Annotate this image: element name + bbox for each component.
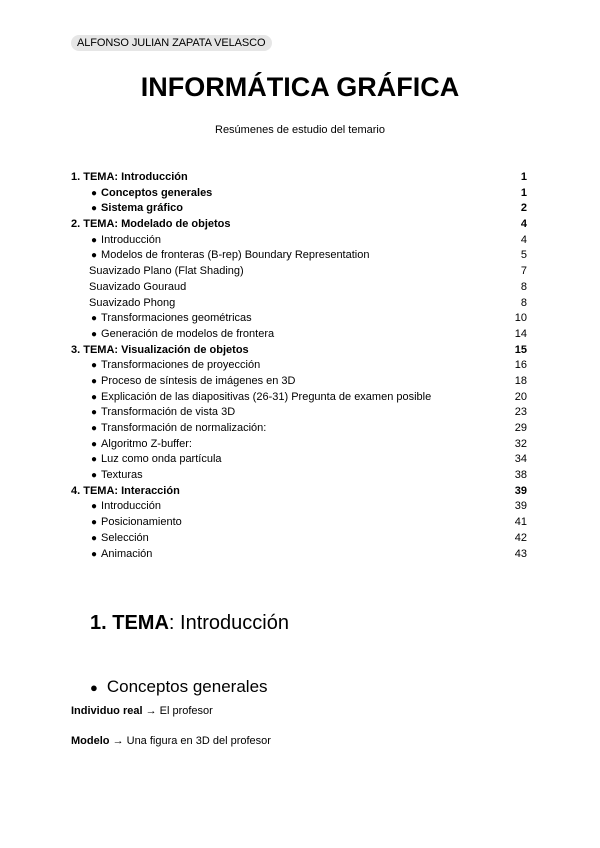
toc-entry-text: 4. TEMA: Interacción <box>71 484 180 497</box>
toc-entry[interactable] <box>71 343 527 359</box>
toc-entry-page: 4 <box>520 218 527 231</box>
toc-entry-text: Transformaciones geométricas <box>101 312 252 325</box>
toc-entry[interactable] <box>71 452 527 468</box>
toc-entry[interactable] <box>71 201 527 217</box>
bullet-icon: ● <box>90 680 98 695</box>
toc-entry-label <box>71 343 249 359</box>
toc-entry-label <box>91 421 266 437</box>
paragraph-modelo <box>71 734 271 748</box>
toc-entry-label <box>91 405 235 421</box>
toc-entry-text: Introducción <box>101 233 161 246</box>
toc-entry-page: 8 <box>520 296 527 309</box>
toc-entry[interactable] <box>71 468 527 484</box>
toc-entry-text: Modelos de fronteras (B-rep) Boundary Representation <box>101 249 370 262</box>
toc-entry-page: 7 <box>520 265 527 278</box>
toc-entry-label <box>91 437 192 453</box>
bullet-icon: ● <box>91 203 98 215</box>
toc-entry[interactable] <box>71 531 527 547</box>
toc-entry-text: Suavizado Plano (Flat Shading) <box>89 265 244 278</box>
toc-entry-text: 3. TEMA: Visualización de objetos <box>71 343 249 356</box>
toc-entry[interactable] <box>71 421 527 437</box>
bullet-icon: ● <box>91 454 98 466</box>
toc-entry-page: 42 <box>514 531 527 544</box>
toc-entry-label <box>91 452 222 468</box>
bullet-icon: ● <box>91 328 98 340</box>
toc-entry-text: Animación <box>101 547 153 560</box>
toc-entry-label <box>89 296 175 312</box>
toc-entry[interactable] <box>71 264 527 280</box>
toc-entry-page: 23 <box>514 406 527 419</box>
bullet-icon: ● <box>91 470 98 482</box>
toc-entry-text: Texturas <box>101 469 143 482</box>
toc-entry-text: Suavizado Phong <box>89 296 176 309</box>
toc-entry-text: Posicionamiento <box>101 516 182 529</box>
bullet-icon: ● <box>91 187 98 199</box>
toc-entry-text: 1. TEMA: Introducción <box>71 171 188 183</box>
toc-entry-page: 15 <box>514 343 527 356</box>
toc-entry[interactable] <box>71 390 527 406</box>
toc-entry-text: Selección <box>101 531 149 544</box>
toc-entry-text: Transformación de vista 3D <box>101 406 236 419</box>
toc-entry-page: 14 <box>514 327 527 340</box>
toc-entry-page: 2 <box>520 202 527 215</box>
toc-entry[interactable] <box>71 437 527 453</box>
toc-entry-label <box>89 280 186 296</box>
bullet-icon: ● <box>91 250 98 262</box>
toc-entry-label <box>91 201 183 217</box>
arrow-icon: → <box>112 735 124 747</box>
paragraph-text: Una figura en 3D del profesor <box>123 735 271 747</box>
toc-entry[interactable] <box>71 233 527 249</box>
toc-entry-text: Algoritmo Z-buffer: <box>101 437 192 450</box>
paragraph-term: Modelo <box>71 735 110 747</box>
bullet-icon: ● <box>91 234 98 246</box>
toc-entry[interactable] <box>71 186 527 202</box>
bullet-icon: ● <box>91 375 98 387</box>
toc-entry-page: 39 <box>514 484 527 497</box>
toc-entry[interactable] <box>71 484 527 500</box>
toc-entry-page: 16 <box>514 359 527 372</box>
bullet-icon: ● <box>91 360 98 372</box>
toc-entry-text: 2. TEMA: Modelado de objetos <box>71 218 231 231</box>
author-name: ALFONSO JULIAN ZAPATA VELASCO <box>77 37 266 49</box>
toc-entry[interactable] <box>71 170 527 186</box>
arrow-icon: → <box>145 705 157 717</box>
toc-entry-page: 43 <box>514 547 527 560</box>
toc-entry-text: Luz como onda partícula <box>101 453 222 466</box>
toc-entry-label <box>91 515 182 531</box>
author-badge <box>71 35 272 51</box>
toc-entry-label <box>91 390 431 406</box>
toc-entry-page: 5 <box>520 249 527 262</box>
table-of-contents <box>71 170 527 562</box>
toc-entry-label <box>71 170 188 186</box>
toc-entry-label <box>91 327 274 343</box>
toc-entry-label <box>89 264 244 280</box>
toc-entry[interactable] <box>71 374 527 390</box>
document-subtitle: Resúmenes de estudio del temario <box>215 124 385 136</box>
toc-entry-text: Introducción <box>101 500 161 513</box>
toc-entry-label <box>91 499 161 515</box>
document-title: INFORMÁTICA GRÁFICA <box>140 72 460 102</box>
section-number: 1. TEMA <box>90 612 169 634</box>
toc-entry-text: Transformación de normalización: <box>101 422 267 434</box>
paragraph-text: El profesor <box>156 705 213 717</box>
toc-entry-label <box>91 233 161 249</box>
bullet-icon: ● <box>91 532 98 544</box>
bullet-icon: ● <box>91 313 98 325</box>
toc-entry-label <box>71 217 231 233</box>
toc-entry-label <box>91 311 252 327</box>
bullet-icon: ● <box>91 391 98 403</box>
toc-entry-text: Transformaciones de proyección <box>101 359 261 372</box>
toc-entry-page: 18 <box>514 374 527 387</box>
toc-entry-text: Conceptos generales <box>101 186 213 199</box>
toc-entry-text: Generación de modelos de frontera <box>101 327 275 340</box>
toc-entry-page: 32 <box>514 437 527 450</box>
bullet-icon: ● <box>91 438 98 450</box>
toc-entry-page: 41 <box>514 516 527 529</box>
toc-entry[interactable] <box>71 217 527 233</box>
toc-entry-page: 1 <box>520 186 527 199</box>
bullet-icon: ● <box>91 501 98 513</box>
bullet-icon: ● <box>91 517 98 529</box>
toc-entry-page: 1 <box>520 171 527 183</box>
paragraph-term: Individuo real <box>71 705 143 717</box>
toc-entry-label <box>91 374 296 390</box>
toc-entry-label <box>71 484 180 500</box>
toc-entry[interactable] <box>71 499 527 515</box>
toc-entry-page: 10 <box>514 312 527 325</box>
toc-entry-page: 8 <box>520 280 527 293</box>
toc-entry-text: Explicación de las diapositivas (26-31) Pregunta de examen posible <box>101 390 432 403</box>
toc-entry-label <box>91 186 212 202</box>
toc-entry-page: 34 <box>514 453 527 466</box>
toc-entry[interactable] <box>71 515 527 531</box>
section-heading <box>90 610 289 636</box>
toc-entry-page: 20 <box>514 390 527 403</box>
bullet-icon: ● <box>91 423 98 434</box>
toc-entry-label <box>91 531 149 547</box>
toc-entry[interactable] <box>71 358 527 374</box>
toc-entry-page: 38 <box>514 469 527 482</box>
toc-entry-text: Sistema gráfico <box>101 202 183 215</box>
toc-entry[interactable] <box>71 547 527 563</box>
paragraph-individuo <box>71 704 213 718</box>
toc-entry-text: Suavizado Gouraud <box>89 280 187 293</box>
subsection-heading <box>90 676 268 699</box>
toc-entry[interactable] <box>71 311 527 327</box>
section-title: : Introducción <box>168 612 289 634</box>
toc-entry[interactable] <box>71 248 527 264</box>
toc-entry[interactable] <box>71 405 527 421</box>
toc-entry-page: 29 <box>514 422 527 434</box>
subsection-title: Conceptos generales <box>106 677 268 696</box>
toc-entry-label <box>91 468 143 484</box>
toc-entry-label <box>91 248 369 264</box>
bullet-icon: ● <box>91 548 98 560</box>
toc-entry[interactable] <box>71 296 527 312</box>
toc-entry[interactable] <box>71 280 527 296</box>
toc-entry-label <box>91 358 260 374</box>
toc-entry-label <box>91 547 152 563</box>
toc-entry-page: 4 <box>520 233 527 246</box>
toc-entry-text: Proceso de síntesis de imágenes en 3D <box>101 374 296 387</box>
toc-entry-page: 39 <box>514 500 527 513</box>
toc-entry[interactable] <box>71 327 527 343</box>
bullet-icon: ● <box>91 407 98 419</box>
